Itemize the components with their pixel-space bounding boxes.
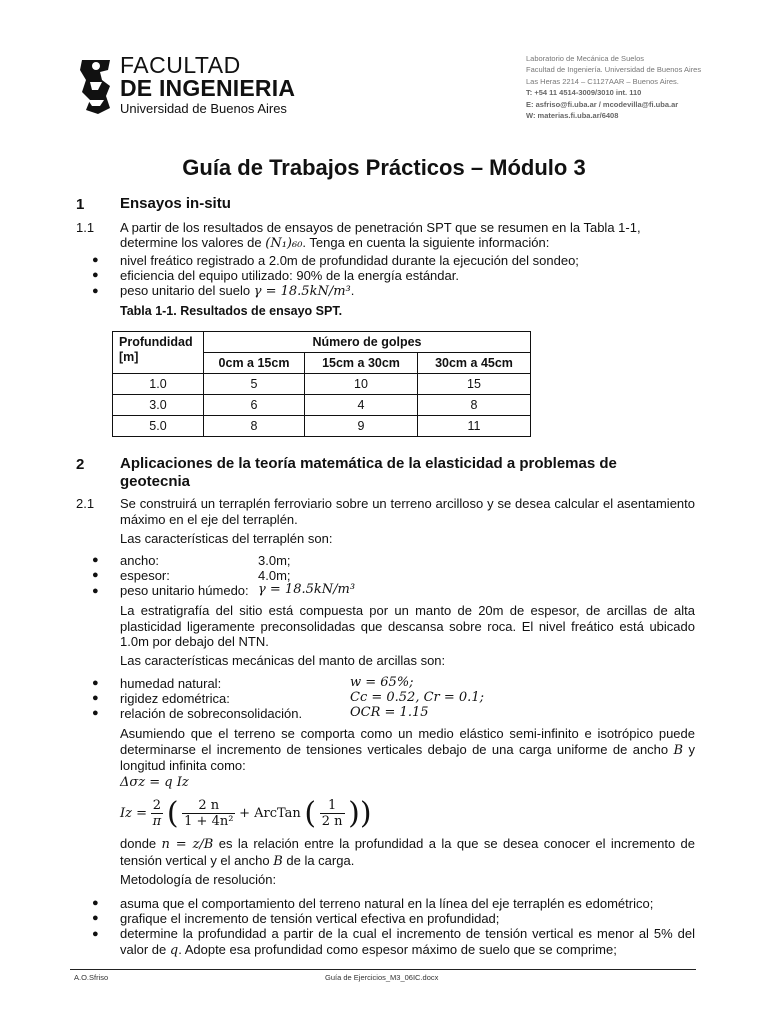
table-cell: 8	[418, 395, 531, 416]
info-bullet-2: eficiencia del equipo utilizado: 90% de la energía estándar.	[120, 268, 459, 283]
bullet-icon: ●	[92, 692, 99, 704]
spt-results-table	[112, 331, 531, 437]
university-name: Universidad de Buenos Aires	[120, 101, 287, 116]
item-1-1-number: 1.1	[76, 220, 95, 235]
table-cell: 11	[418, 416, 531, 437]
table-subheader: 15cm a 30cm	[305, 353, 418, 374]
table-cell: 6	[204, 395, 305, 416]
method-step-1: asuma que el comportamiento del terreno natural en la línea del eje terraplén es edométrico;	[120, 896, 654, 911]
clay-stiffness-value: Cc = 0.52, Cr = 0.1;	[350, 690, 484, 705]
clay-moisture-label: humedad natural:	[120, 676, 222, 691]
footer-author: A.O.Sfriso	[74, 973, 109, 982]
item-2-1-number: 2.1	[76, 496, 95, 511]
bullet-icon: ●	[92, 912, 99, 924]
contact-email[interactable]: E: asfriso@fi.uba.ar / mcodevilla@fi.uba.ar	[526, 99, 679, 109]
table-cell: 1.0	[113, 374, 204, 395]
clay-stiffness-label: rigidez edométrica:	[120, 691, 230, 706]
embankment-thickness-label: espesor:	[120, 568, 170, 583]
bullet-icon: ●	[92, 897, 99, 909]
faculty-name-line1: FACULTAD	[120, 52, 241, 78]
embankment-unit-weight-label: peso unitario húmedo:	[120, 583, 249, 598]
item-2-1-p7: Metodología de resolución:	[120, 872, 277, 887]
item-1-1-intro-line2: determine los valores de (N₁)₆₀. Tenga en cuenta la siguiente información:	[120, 235, 550, 251]
table-cell: 3.0	[113, 395, 204, 416]
n160-symbol: (N₁)₆₀	[265, 236, 303, 251]
embankment-thickness-value: 4.0m;	[258, 568, 291, 583]
bullet-icon: ●	[92, 585, 99, 597]
table-caption: Tabla 1-1. Resultados de ensayo SPT.	[120, 304, 343, 318]
table-cell: 9	[305, 416, 418, 437]
section-1-number: 1	[76, 196, 85, 213]
item-1-1-intro-line1: A partir de los resultados de ensayos de penetración SPT que se resumen en la Tabla 1-1,	[120, 220, 641, 235]
item-2-1-p1: Se construirá un terraplén ferroviario sobre un terreno arcilloso y se desea calcular el asentamiento máximo en el eje del terraplén.	[120, 496, 695, 527]
table-cell: 4	[305, 395, 418, 416]
table-row	[113, 395, 531, 416]
embankment-width-value: 3.0m;	[258, 553, 291, 568]
faculty-name-line2: DE INGENIERIA	[120, 75, 296, 101]
table-header-depth: Profundidad [m]	[113, 332, 204, 374]
bullet-icon: ●	[92, 707, 99, 719]
table-subheader: 30cm a 45cm	[418, 353, 531, 374]
page-title: Guía de Trabajos Prácticos – Módulo 3	[182, 155, 586, 180]
bullet-icon: ●	[92, 569, 99, 581]
item-2-1-p6: donde n = z/B es la relación entre la profundidad a la que se desea conocer el incremento de tensión vertical y el ancho B de la carga.	[120, 836, 696, 869]
item-2-1-p3: La estratigrafía del sitio está compuesta por un manto de 20m de espesor, de arcillas de alta plasticidad ligeramente preconsolidadas que descansa sobre roca. El nivel freático está ubicado 1.0m por debajo del NTN.	[120, 603, 695, 649]
method-step-2: grafique el incremento de tensión vertical efectiva en profundidad;	[120, 911, 500, 926]
bullet-icon: ●	[92, 254, 99, 266]
footer-filename: Guía de Ejercicios_M3_06IC.docx	[325, 973, 439, 982]
contact-faculty: Facultad de Ingeniería. Universidad de Buenos Aires	[526, 65, 702, 75]
item-2-1-p4: Las características mecánicas del manto de arcillas son:	[120, 653, 446, 668]
table-cell: 10	[305, 374, 418, 395]
info-bullet-1: nivel freático registrado a 2.0m de profundidad durante la ejecución del sondeo;	[120, 253, 579, 268]
item-2-1-p2: Las características del terraplén son:	[120, 531, 333, 546]
clay-ocr-value: OCR = 1.15	[350, 705, 429, 720]
table-cell: 5.0	[113, 416, 204, 437]
info-bullet-3: peso unitario del suelo γ = 18.5kN/m³.	[120, 283, 355, 299]
bullet-icon: ●	[92, 269, 99, 281]
footer-divider	[70, 969, 696, 970]
section-1-title: Ensayos in-situ	[120, 195, 231, 212]
table-cell: 15	[418, 374, 531, 395]
section-2-number: 2	[76, 456, 85, 473]
contact-lab: Laboratorio de Mecánica de Suelos	[526, 54, 644, 63]
equation-stress-increment: Δσz = q Iz	[120, 775, 189, 790]
bullet-icon: ●	[92, 554, 99, 566]
table-header-blows: Número de golpes	[204, 332, 531, 353]
clay-moisture-value: w = 65%;	[350, 675, 414, 690]
section-2-title: Aplicaciones de la teoría matemática de la elasticidad a problemas de geotecnia	[120, 455, 617, 490]
contact-block	[526, 53, 701, 121]
table-row	[113, 416, 531, 437]
contact-phone: T: +54 11 4514-3009/3010 int. 110	[526, 88, 642, 98]
table-row	[113, 374, 531, 395]
faculty-logo	[76, 56, 116, 116]
table-subheader: 0cm a 15cm	[204, 353, 305, 374]
contact-web[interactable]: W: materias.fi.uba.ar/6408	[526, 111, 619, 121]
table-cell: 5	[204, 374, 305, 395]
item-2-1-p5: Asumiendo que el terreno se comporta como un medio elástico semi-infinito e isotrópico puede determinarse el incremento de tensiones verticales debajo de una carga uniforme de ancho B y longitud infinita como:	[120, 726, 695, 773]
bullet-icon: ●	[92, 285, 99, 297]
contact-address: Las Heras 2214 – C1127AAR – Buenos Aires.	[526, 76, 679, 86]
embankment-unit-weight-value: γ = 18.5kN/m³	[258, 582, 356, 597]
bullet-icon: ●	[92, 677, 99, 689]
clay-ocr-label: relación de sobreconsolidación.	[120, 706, 303, 721]
equation-influence-factor: Iz = $\frac{2}{\pi}$ ( $\frac{2 n}{\text{1 + 4n²}}$ + ArcTan ( $\frac{1}{2 n}$ ))	[120, 796, 372, 831]
bullet-icon: ●	[92, 928, 99, 940]
embankment-width-label: ancho:	[120, 553, 160, 568]
table-cell: 8	[204, 416, 305, 437]
method-step-3: determine la profundidad a partir de la cual el incremento de tensión vertical es menor al 5% del valor de q. Adopte esa profundidad como espesor máximo de suelo que se comprime;	[120, 926, 695, 958]
